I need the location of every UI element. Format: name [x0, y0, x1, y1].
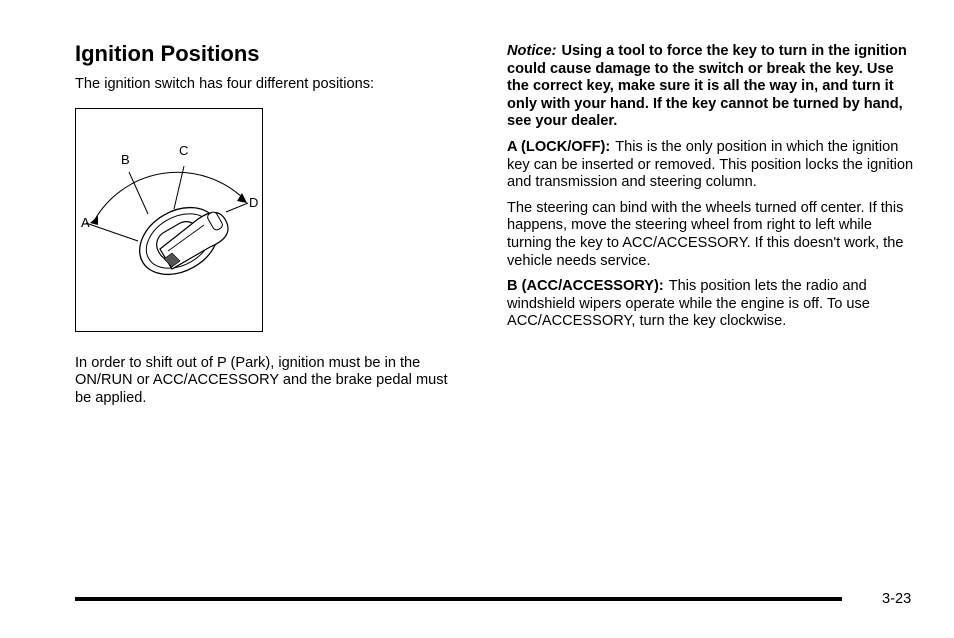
tick-d	[226, 203, 248, 212]
page-number: 3-23	[882, 591, 912, 607]
lock-off-text: This is the only position in which the ignition key can be inserted or removed. This position locks the ignition and transmission and steering column.	[507, 138, 914, 191]
steering-paragraph: The steering can bind with the wheels turned off center. If this happens, move the steering wheel from right to left while turning the key to ACC/ACCESSORY. If this doesn't work, the vehicle needs service.	[507, 199, 904, 269]
section-heading: Ignition Positions	[75, 41, 260, 66]
label-b: B	[121, 151, 130, 167]
lock-off-paragraph	[507, 139, 917, 192]
shift-note-paragraph: In order to shift out of P (Park), ignition must be in the ON/RUN or ACC/ACCESSORY and the brake pedal must be applied.	[75, 354, 448, 406]
notice-label: Notice:	[507, 43, 557, 59]
label-c: C	[179, 142, 189, 158]
arrow-left-icon	[90, 216, 98, 225]
left-column	[75, 40, 465, 407]
tick-a	[86, 223, 138, 241]
intro-paragraph: The ignition switch has four different positions:	[75, 76, 375, 92]
acc-term: B (ACC/ACCESSORY):	[507, 278, 664, 295]
ignition-switch-illustration	[76, 109, 264, 333]
notice-text: Using a tool to force the key to turn in the ignition could cause damage to the switch or break the key. Use the correct key, make sure it is all the way in, and turn it only with your hand. If the key cannot be turned by hand, see your dealer.	[507, 43, 907, 130]
footer-rule	[75, 597, 842, 601]
acc-text: This position lets the radio and windshield wipers operate while the engine is off. To use ACC/ACCESSORY, turn the key clockwise.	[507, 278, 870, 330]
lock-off-term: A (LOCK/OFF):	[507, 138, 611, 155]
label-a: A	[81, 214, 90, 230]
acc-paragraph	[507, 278, 917, 331]
notice-paragraph	[507, 43, 917, 131]
ignition-diagram	[75, 108, 263, 332]
label-d: D	[249, 194, 259, 210]
right-column	[507, 43, 917, 331]
